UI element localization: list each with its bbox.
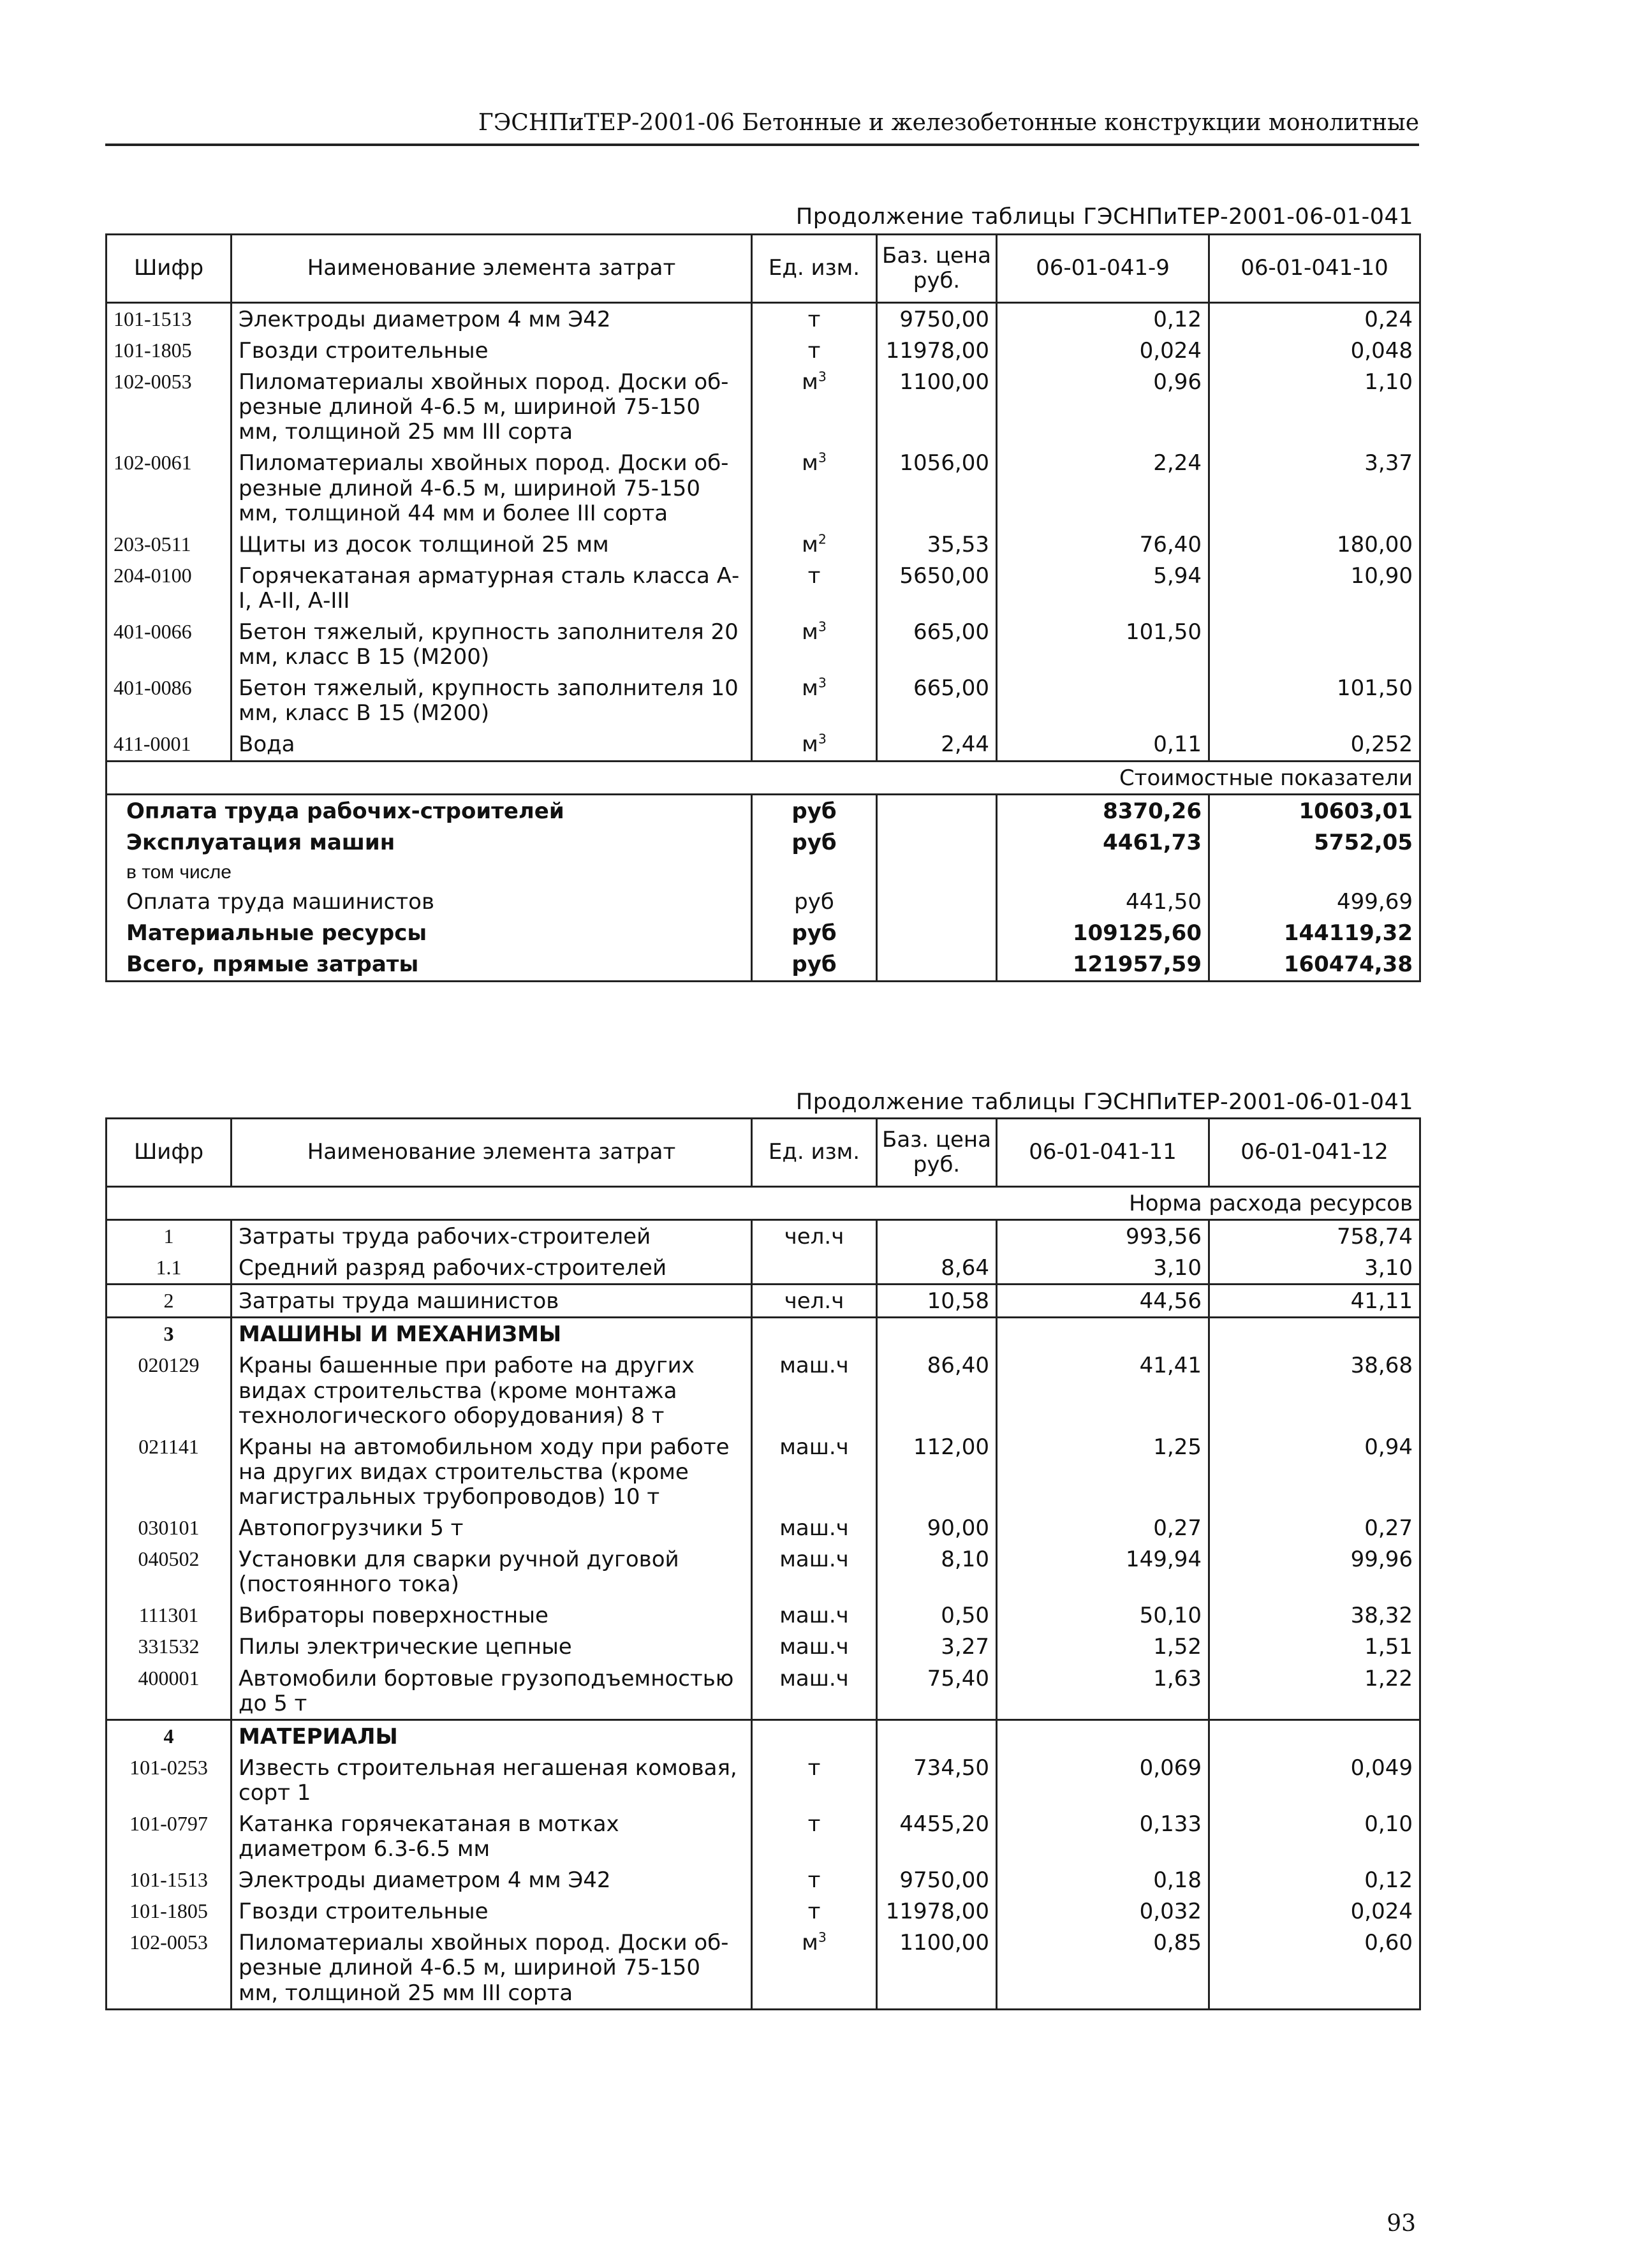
value-cell: 2,24: [997, 447, 1209, 528]
table-row: [107, 1543, 1420, 1600]
price-cell: 0,50: [877, 1600, 997, 1631]
code-cell: 020129: [107, 1350, 232, 1431]
code-cell: 400001: [107, 1663, 232, 1720]
norm-section-row: [107, 1187, 1420, 1220]
table-row: [107, 560, 1420, 616]
name-cell: Средний разряд рабочих-строителей: [232, 1252, 752, 1285]
unit-exponent: 3: [818, 450, 827, 466]
unit-cell: т: [752, 335, 877, 366]
name-cell: Затраты труда рабочих-строителей: [232, 1220, 752, 1253]
table-row: [107, 1431, 1420, 1512]
code-cell: 101-1805: [107, 1896, 232, 1927]
value-cell: 441,50: [997, 886, 1209, 917]
value-cell: 3,10: [1209, 1252, 1420, 1285]
cost-row: [107, 948, 1420, 981]
value-cell: 0,60: [1209, 1927, 1420, 2009]
unit-cell: [752, 728, 877, 761]
unit-cell: [752, 447, 877, 528]
col-header-price: Баз. цена руб.: [877, 1119, 997, 1187]
code-cell: 102-0053: [107, 1927, 232, 2009]
table-row: [107, 728, 1420, 761]
price-cell: 1056,00: [877, 447, 997, 528]
price-cell: 1100,00: [877, 1927, 997, 2009]
name-cell: Известь строительная негашеная комовая, сорт 1: [232, 1752, 752, 1808]
unit-exponent: 3: [818, 619, 827, 635]
empty-cell: [752, 1719, 877, 1752]
value-cell: 1,25: [997, 1431, 1209, 1512]
name-cell: Горячекатаная арматурная сталь класса А-I, А-II, А-III: [232, 560, 752, 616]
name-cell: Вибраторы поверхностные: [232, 1600, 752, 1631]
value-cell: 144119,32: [1209, 917, 1420, 948]
unit-cell: т: [752, 303, 877, 335]
value-cell: 41,11: [1209, 1285, 1420, 1318]
value-cell: 38,68: [1209, 1350, 1420, 1431]
unit-cell: маш.ч: [752, 1543, 877, 1600]
value-cell: 10603,01: [1209, 794, 1420, 827]
value-cell: [997, 858, 1209, 887]
unit-cell: маш.ч: [752, 1431, 877, 1512]
code-cell: 102-0061: [107, 447, 232, 528]
code-cell: 101-1513: [107, 1864, 232, 1896]
table-row: [107, 1896, 1420, 1927]
price-cell: 5650,00: [877, 560, 997, 616]
section-header-row: [107, 1719, 1420, 1752]
price-cell: 75,40: [877, 1663, 997, 1720]
price-cell: 665,00: [877, 616, 997, 672]
unit-base: м: [802, 450, 818, 476]
table-row: [107, 1631, 1420, 1662]
cost-section-row: [107, 761, 1420, 794]
table-row: [107, 1808, 1420, 1864]
value-cell: 1,52: [997, 1631, 1209, 1662]
unit-base: м: [802, 369, 818, 395]
cost-name-cell: Оплата труда рабочих-строителей: [107, 794, 752, 827]
unit-cell: [752, 366, 877, 447]
cost-section-row-label: Стоимостные показатели: [107, 761, 1420, 794]
col-header-v2: 06-01-041-12: [1209, 1119, 1420, 1187]
unit-cell: руб: [752, 917, 877, 948]
col-header-unit: Ед. изм.: [752, 1119, 877, 1187]
name-cell: Затраты труда машинистов: [232, 1285, 752, 1318]
value-cell: [1209, 858, 1420, 887]
table-row: [107, 366, 1420, 447]
name-cell: Бетон тяжелый, крупность заполнителя 20 мм, класс В 15 (М200): [232, 616, 752, 672]
unit-cell: маш.ч: [752, 1512, 877, 1543]
col-header-code: Шифр: [107, 1119, 232, 1187]
price-cell: 4455,20: [877, 1808, 997, 1864]
col-header-v1: 06-01-041-11: [997, 1119, 1209, 1187]
price-cell: 8,10: [877, 1543, 997, 1600]
col-header-v1: 06-01-041-9: [997, 235, 1209, 303]
unit-cell: маш.ч: [752, 1600, 877, 1631]
unit-base: м: [802, 675, 818, 702]
cost-name-cell: Всего, прямые затраты: [107, 948, 752, 981]
price-cell: 11978,00: [877, 1896, 997, 1927]
table-row: [107, 529, 1420, 560]
empty-cell: [877, 1318, 997, 1350]
value-cell: 1,10: [1209, 366, 1420, 447]
name-cell: Электроды диаметром 4 мм Э42: [232, 1864, 752, 1896]
empty-cell: [997, 1318, 1209, 1350]
col-header-name: Наименование элемента затрат: [232, 1119, 752, 1187]
price-cell: 86,40: [877, 1350, 997, 1431]
table-row: [107, 1600, 1420, 1631]
price-cell: 90,00: [877, 1512, 997, 1543]
price-cell: 9750,00: [877, 303, 997, 335]
unit-cell: [752, 529, 877, 560]
unit-cell: руб: [752, 948, 877, 981]
code-cell: 102-0053: [107, 366, 232, 447]
name-cell: Бетон тяжелый, крупность заполнителя 10 мм, класс В 15 (М200): [232, 672, 752, 728]
cost-row: [107, 858, 1420, 887]
section-header-row: [107, 1318, 1420, 1350]
name-cell: Вода: [232, 728, 752, 761]
table-row: [107, 1864, 1420, 1896]
value-cell: 0,049: [1209, 1752, 1420, 1808]
table-header-row: [107, 235, 1420, 303]
unit-exponent: 3: [818, 675, 827, 691]
code-cell: 101-1513: [107, 303, 232, 335]
value-cell: 4461,73: [997, 827, 1209, 858]
value-cell: 160474,38: [1209, 948, 1420, 981]
code-cell: 021141: [107, 1431, 232, 1512]
unit-base: м: [802, 531, 818, 557]
value-cell: 1,22: [1209, 1663, 1420, 1720]
price-cell: 11978,00: [877, 335, 997, 366]
value-cell: 0,12: [997, 303, 1209, 335]
code-cell: 401-0066: [107, 616, 232, 672]
price-cell: [877, 948, 997, 981]
price-cell: [877, 886, 997, 917]
value-cell: 0,96: [997, 366, 1209, 447]
code-cell: 331532: [107, 1631, 232, 1662]
code-cell: 1.1: [107, 1252, 232, 1285]
col-header-name: Наименование элемента затрат: [232, 235, 752, 303]
value-cell: 0,11: [997, 728, 1209, 761]
value-cell: [997, 672, 1209, 728]
resource-table-1: [105, 233, 1421, 982]
code-cell: 401-0086: [107, 672, 232, 728]
unit-base: м: [802, 1930, 818, 1956]
code-cell: 040502: [107, 1543, 232, 1600]
unit-exponent: 3: [818, 369, 827, 385]
table-row: [107, 1663, 1420, 1720]
value-cell: 99,96: [1209, 1543, 1420, 1600]
unit-cell: т: [752, 1896, 877, 1927]
value-cell: 0,94: [1209, 1431, 1420, 1512]
cost-row: [107, 886, 1420, 917]
name-cell: Автопогрузчики 5 т: [232, 1512, 752, 1543]
table-row: [107, 1252, 1420, 1285]
value-cell: 0,252: [1209, 728, 1420, 761]
cost-row: [107, 827, 1420, 858]
price-cell: 9750,00: [877, 1864, 997, 1896]
section-title: МАТЕРИАЛЫ: [232, 1719, 752, 1752]
unit-cell: [752, 1927, 877, 2009]
value-cell: 0,048: [1209, 335, 1420, 366]
cost-row: [107, 794, 1420, 827]
unit-cell: т: [752, 1808, 877, 1864]
table-row: [107, 303, 1420, 335]
col-header-unit: Ед. изм.: [752, 235, 877, 303]
name-cell: Щиты из досок толщиной 25 мм: [232, 529, 752, 560]
value-cell: 499,69: [1209, 886, 1420, 917]
unit-cell: чел.ч: [752, 1285, 877, 1318]
unit-exponent: 2: [818, 531, 827, 547]
unit-cell: маш.ч: [752, 1631, 877, 1662]
value-cell: 44,56: [997, 1285, 1209, 1318]
value-cell: 180,00: [1209, 529, 1420, 560]
value-cell: 10,90: [1209, 560, 1420, 616]
cost-name-cell: Оплата труда машинистов: [107, 886, 752, 917]
unit-cell: чел.ч: [752, 1220, 877, 1253]
value-cell: 3,10: [997, 1252, 1209, 1285]
name-cell: Катанка горячекатаная в мотках диаметром 6.3-6.5 мм: [232, 1808, 752, 1864]
price-cell: [877, 794, 997, 827]
table-row: [107, 616, 1420, 672]
name-cell: Гвозди строительные: [232, 335, 752, 366]
table-row: [107, 672, 1420, 728]
empty-cell: [1209, 1318, 1420, 1350]
value-cell: 101,50: [997, 616, 1209, 672]
unit-exponent: 3: [818, 1930, 827, 1946]
value-cell: 121957,59: [997, 948, 1209, 981]
price-cell: [877, 858, 997, 887]
norm-section-row-label: Норма расхода ресурсов: [107, 1187, 1420, 1220]
table-continuation-caption: Продолжение таблицы ГЭСНПиТЕР-2001-06-01-041: [795, 204, 1413, 230]
unit-cell: руб: [752, 794, 877, 827]
unit-base: м: [802, 732, 818, 758]
value-cell: 0,133: [997, 1808, 1209, 1864]
table-row: [107, 1220, 1420, 1253]
value-cell: 101,50: [1209, 672, 1420, 728]
table-header-row: [107, 1119, 1420, 1187]
value-cell: 0,85: [997, 1927, 1209, 2009]
value-cell: 0,069: [997, 1752, 1209, 1808]
table-row: [107, 1285, 1420, 1318]
cost-name-cell: Материальные ресурсы: [107, 917, 752, 948]
name-cell: Пиломатериалы хвойных пород. Доски об-резные длиной 4-6.5 м, шириной 75-150 мм, толщиной 44 мм и более III сорта: [232, 447, 752, 528]
code-cell: 204-0100: [107, 560, 232, 616]
name-cell: Электроды диаметром 4 мм Э42: [232, 303, 752, 335]
code-cell: 101-0797: [107, 1808, 232, 1864]
value-cell: 0,18: [997, 1864, 1209, 1896]
section-title: МАШИНЫ И МЕХАНИЗМЫ: [232, 1318, 752, 1350]
unit-base: м: [802, 619, 818, 645]
value-cell: 1,63: [997, 1663, 1209, 1720]
value-cell: 0,10: [1209, 1808, 1420, 1864]
unit-exponent: 3: [818, 732, 827, 747]
price-cell: 2,44: [877, 728, 997, 761]
value-cell: 38,32: [1209, 1600, 1420, 1631]
unit-cell: [752, 858, 877, 887]
code-cell: 411-0001: [107, 728, 232, 761]
cost-name-cell: в том числе: [107, 858, 752, 887]
price-cell: 3,27: [877, 1631, 997, 1662]
cost-row: [107, 917, 1420, 948]
unit-cell: маш.ч: [752, 1663, 877, 1720]
value-cell: 149,94: [997, 1543, 1209, 1600]
price-cell: 665,00: [877, 672, 997, 728]
table-row: [107, 335, 1420, 366]
price-cell: 734,50: [877, 1752, 997, 1808]
value-cell: 993,56: [997, 1220, 1209, 1253]
value-cell: 5752,05: [1209, 827, 1420, 858]
unit-cell: руб: [752, 827, 877, 858]
value-cell: 109125,60: [997, 917, 1209, 948]
value-cell: 0,24: [1209, 303, 1420, 335]
price-cell: 1100,00: [877, 366, 997, 447]
price-cell: 10,58: [877, 1285, 997, 1318]
value-cell: 41,41: [997, 1350, 1209, 1431]
name-cell: Пиломатериалы хвойных пород. Доски об-резные длиной 4-6.5 м, шириной 75-150 мм, толщиной 25 мм III сорта: [232, 1927, 752, 2009]
unit-cell: [752, 616, 877, 672]
col-header-code: Шифр: [107, 235, 232, 303]
section-number: 3: [107, 1318, 232, 1350]
price-cell: [877, 917, 997, 948]
value-cell: 0,12: [1209, 1864, 1420, 1896]
code-cell: 111301: [107, 1600, 232, 1631]
name-cell: Автомобили бортовые грузоподъемностью до 5 т: [232, 1663, 752, 1720]
empty-cell: [877, 1719, 997, 1752]
name-cell: Пиломатериалы хвойных пород. Доски об-резные длиной 4-6.5 м, шириной 75-150 мм, толщиной 25 мм III сорта: [232, 366, 752, 447]
name-cell: Гвозди строительные: [232, 1896, 752, 1927]
value-cell: 0,27: [1209, 1512, 1420, 1543]
value-cell: 76,40: [997, 529, 1209, 560]
empty-cell: [752, 1318, 877, 1350]
code-cell: 101-1805: [107, 335, 232, 366]
running-header: ГЭСНПиТЕР-2001-06 Бетонные и железобетонные конструкции монолитные: [105, 110, 1419, 146]
code-cell: 203-0511: [107, 529, 232, 560]
code-cell: 030101: [107, 1512, 232, 1543]
col-header-price: Баз. цена руб.: [877, 235, 997, 303]
unit-cell: т: [752, 560, 877, 616]
section-number: 4: [107, 1719, 232, 1752]
table-row: [107, 1350, 1420, 1431]
value-cell: 8370,26: [997, 794, 1209, 827]
table-row: [107, 447, 1420, 528]
value-cell: 1,51: [1209, 1631, 1420, 1662]
value-cell: [1209, 616, 1420, 672]
empty-cell: [997, 1719, 1209, 1752]
name-cell: Пилы электрические цепные: [232, 1631, 752, 1662]
unit-cell: т: [752, 1864, 877, 1896]
col-header-v2: 06-01-041-10: [1209, 235, 1420, 303]
unit-cell: руб: [752, 886, 877, 917]
table-row: [107, 1927, 1420, 2009]
price-cell: [877, 1220, 997, 1253]
table-continuation-caption: Продолжение таблицы ГЭСНПиТЕР-2001-06-01-041: [795, 1089, 1413, 1115]
name-cell: Установки для сварки ручной дуговой (постоянного тока): [232, 1543, 752, 1600]
name-cell: Краны на автомобильном ходу при работе на других видах строительства (кроме магистральных трубопроводов) 10 т: [232, 1431, 752, 1512]
unit-cell: [752, 1252, 877, 1285]
cost-name-cell: Эксплуатация машин: [107, 827, 752, 858]
value-cell: 5,94: [997, 560, 1209, 616]
price-cell: 8,64: [877, 1252, 997, 1285]
resource-table-2: [105, 1117, 1421, 2010]
name-cell: Краны башенные при работе на других видах строительства (кроме монтажа технологического оборудования) 8 т: [232, 1350, 752, 1431]
code-cell: 2: [107, 1285, 232, 1318]
page-number: 93: [1387, 2211, 1416, 2237]
unit-cell: т: [752, 1752, 877, 1808]
table-row: [107, 1512, 1420, 1543]
value-cell: 0,032: [997, 1896, 1209, 1927]
price-cell: 112,00: [877, 1431, 997, 1512]
price-cell: 35,53: [877, 529, 997, 560]
value-cell: 758,74: [1209, 1220, 1420, 1253]
empty-cell: [1209, 1719, 1420, 1752]
code-cell: 101-0253: [107, 1752, 232, 1808]
unit-cell: [752, 672, 877, 728]
price-cell: [877, 827, 997, 858]
value-cell: 0,024: [1209, 1896, 1420, 1927]
value-cell: 0,024: [997, 335, 1209, 366]
value-cell: 50,10: [997, 1600, 1209, 1631]
value-cell: 3,37: [1209, 447, 1420, 528]
value-cell: 0,27: [997, 1512, 1209, 1543]
code-cell: 1: [107, 1220, 232, 1253]
unit-cell: маш.ч: [752, 1350, 877, 1431]
table-row: [107, 1752, 1420, 1808]
